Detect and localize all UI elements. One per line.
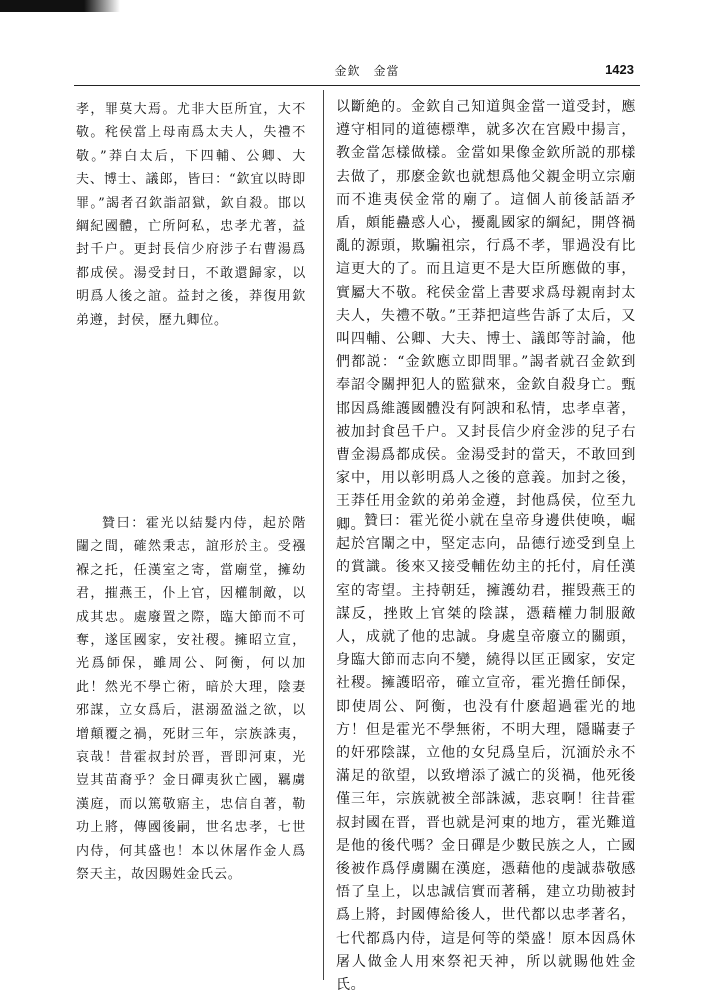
column-divider [323,90,324,980]
page-header [0,0,716,90]
running-title: 金欽 金當 [334,64,400,78]
classical-text-block-top: 孝，罪莫大焉。尤非大臣所宜，大不敬。秺侯當上母南爲太夫人，失禮不敬。”莽白太后，下四輔、公卿、大夫、博士、議郎，皆曰：“欽宜以時即罪。”謁者召欽詣詔獄，欽自殺。邯以綱紀國體，亡所阿私，忠孝尤著，益封千户。更封長信少府涉子右曹湯爲都成侯。湯受封日，不敢還歸家，以明爲人後之誼。益封之後，莽復用欽弟遵，封侯，歷九卿位。 [76,102,306,328]
page-number: 1423 [605,62,634,77]
classical-text-block-bottom: 贊曰：霍光以結髮内侍，起於階闥之間，確然秉志，誼形於主。受襁褓之托，任漢室之寄，當廟堂，擁幼君，摧燕王，仆上官，因權制敵，以成其忠。處廢置之際，臨大節而不可奪，遂匡國家，安社稷。擁昭立宣，光爲師保，雖周公、阿衡，何以加此！然光不學亡術，暗於大理，陰妻邪謀，立女爲后，湛溺盈溢之欲，以增顛覆之禍，死財三年，宗族誅夷，哀哉！昔霍叔封於晋，晋即河東，光豈其苗裔乎？金日磾夷狄亡國，羈虜漢庭，而以篤敬寤主，忠信自著，勒功上將，傳國後嗣，世名忠孝，七世内侍，何其盛也！本以休屠作金人爲祭天主，故因賜姓金氏云。 [76,516,306,883]
header-rule [74,85,640,86]
translation-text-block-top: 以斷絶的。金欽自己知道與金當一道受封，應遵守相同的道德標準，就多次在宫殿中揚言，教金當怎樣做樣。金當如果像金欽所説的那樣去做了，那麽金欽也就想爲他父親金明立宗廟而不進夷侯金常的廟了。這個人前後話語矛盾，頗能蠱惑人心，擾亂國家的綱紀，開啓禍亂的源頭，欺騙祖宗，行爲不孝，罪過没有比這更大的了。而且這更不是大臣所應做的事，實屬大不敬。秺侯金當上書要求爲母親南封太夫人，失禮不敬。”王莽把這些告訴了太后，又叫四輔、公卿、大夫、博士、議郎等討論，他們都説：“金欽應立即問罪。”謁者就召金欽到奉詔令關押犯人的監獄來，金欽自殺身亡。甄邯因爲維護國體没有阿諛和私情，忠孝卓著，被加封食邑千户。又封長信少府金涉的兒子右曹金湯爲都成侯。金湯受封的當天，不敢回到家中，用以彰明爲人之後的意義。加封之後，王莽任用金欽的弟弟金遵，封他爲侯，位至九卿。 [336,99,636,533]
translation-text-block-bottom: 贊曰：霍光從小就在皇帝身邊供使唤，崛起於宫闈之中，堅定志向，品德行迹受到皇上的賞識。後來又接受輔佐幼主的托付，肩任漢室的寄望。主持朝廷，擁護幼君，摧毁燕王的謀反，挫敗上官桀的陰謀，憑藉權力制服敵人，成就了他的忠誠。身處皇帝廢立的關頭，身臨大節而志向不變，繞得以匡正國家，安定社稷。擁護昭帝，確立宣帝，霍光擔任師保，即使周公、阿衡，也没有什麽超過霍光的地方！但是霍光不學無術，不明大理，隱瞞妻子的奸邪陰謀，立他的女兒爲皇后，沉湎於永不滿足的欲望，以致增添了滅亡的災禍，他死後僅三年，宗族就被全部誅滅，悲哀啊！往昔霍叔封國在晋，晋也就是河東的地方，霍光難道是他的後代嗎？金日磾是少數民族之人，亡國後被作爲俘虜關在漢庭，憑藉他的虔誠恭敬感悟了皇上，以忠誠信實而著稱，建立功勛被封爲上將，封國傳給後人，世代都以忠孝著名，七代都爲内侍，這是何等的榮盛！原本因爲休屠人做金人用來祭祀天神，所以就賜他姓金氏。 [336,513,636,994]
